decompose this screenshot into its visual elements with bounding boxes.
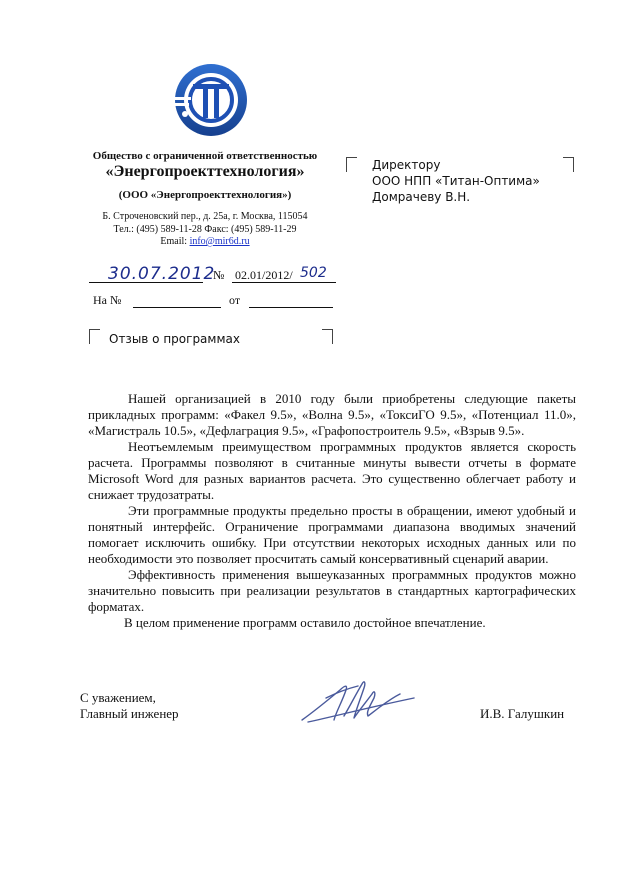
- body-paragraph: Нашей организацией в 2010 году были приобретены следующие пакеты прикладных программ: «Факел 9.5», «Волна 9.5», «ТоксиГО 9.5», «Потенциал 11.0», «Магистраль 10.5», «Дефлаграция 9.5», «Графопостроитель 9.5», «Взрыв 9.5».: [88, 391, 576, 438]
- org-email-row: [70, 236, 340, 249]
- body-paragraph: В целом применение программ оставило достойное впечатление.: [124, 615, 486, 630]
- email-link[interactable]: info@mir6d.ru: [189, 236, 250, 247]
- energoproekt-logo-icon: [173, 62, 249, 138]
- handwritten-signature-icon: [296, 676, 420, 728]
- outgoing-number-prefix: 02.01/2012/: [235, 268, 293, 282]
- addressee-block: [372, 157, 540, 205]
- org-short-name: (ООО «Энергопроекттехнология»): [118, 189, 292, 201]
- email-label: Email:: [160, 236, 190, 247]
- signature-closing: [80, 690, 179, 722]
- addressee-corner-left: [346, 157, 357, 172]
- org-full-name-line1: Общество с ограниченной ответственностью: [92, 150, 318, 162]
- addressee-position: Директору: [372, 158, 441, 172]
- body-paragraph: Эти программные продукты предельно просты в обращении, имеют удобный и понятный интерфейс. Ограничение программами диапазона вводимых значений помогает исключить ошибку. При отсутствии некоторых исходных данных или по необходимости это позволяет просчитать самый консервативный сценарий аварии.: [88, 503, 576, 566]
- letter-subject: Отзыв о программах: [109, 332, 240, 346]
- signer-position: Главный инженер: [80, 706, 179, 721]
- subject-corner-right: [322, 329, 333, 344]
- subject-corner-left: [89, 329, 100, 344]
- reply-date-line: [249, 307, 333, 308]
- handwritten-number: 502: [300, 265, 327, 281]
- org-address: Б. Строченовский пер., д. 25а, г. Москва, 115054: [102, 211, 308, 222]
- reply-date-label: от: [229, 293, 241, 307]
- addressee-name: Домрачеву В.Н.: [372, 190, 471, 204]
- handwritten-date: 30.07.2012: [108, 264, 216, 284]
- org-contacts: [70, 211, 340, 249]
- reply-number-line: [133, 307, 221, 308]
- regards-text: С уважением,: [80, 690, 156, 705]
- org-full-name-line2: «Энергопроекттехнология»: [105, 163, 305, 180]
- signer-name: И.В. Галушкин: [480, 706, 565, 721]
- body-paragraph: Неотъемлемым преимуществом программных продуктов является скорость расчета. Программы позволяют в считанные минуты вывести отчеты в формате Microsoft Word для разных вариантов расчета. Это существенно облегчает работу и снижает трудозатраты.: [88, 439, 576, 502]
- addressee-company: ООО НПП «Титан-Оптима»: [372, 174, 540, 188]
- org-phones: Тел.: (495) 589-11-28 Факс: (495) 589-11-29: [113, 223, 297, 235]
- body-paragraph: Эффективность применения вышеуказанных программных продуктов можно значительно повысить при реализации результатов в стандартных картографических форматах.: [88, 567, 576, 614]
- reply-number-label: На №: [93, 293, 122, 307]
- letter-body: [88, 391, 576, 631]
- number-sign: №: [213, 268, 225, 282]
- addressee-corner-right: [563, 157, 574, 172]
